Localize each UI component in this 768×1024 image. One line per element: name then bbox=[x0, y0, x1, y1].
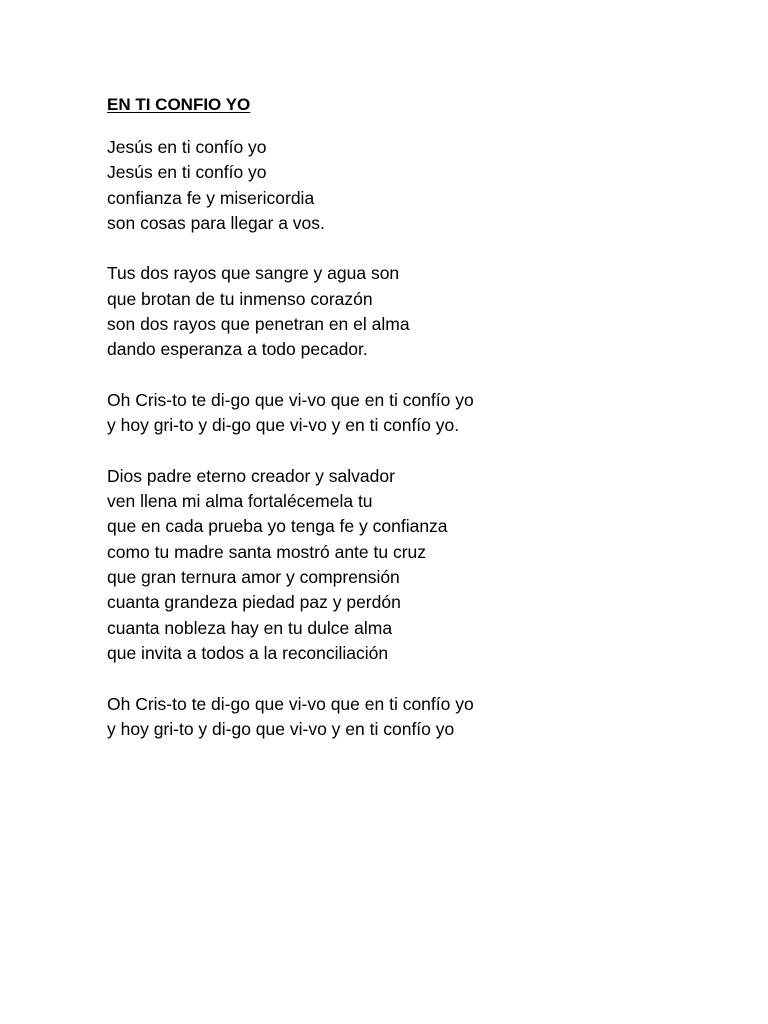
lyric-line: ven llena mi alma fortalécemela tu bbox=[107, 491, 373, 512]
lyric-line: cuanta grandeza piedad paz y perdón bbox=[107, 592, 401, 613]
lyric-line: Dios padre eterno creador y salvador bbox=[107, 465, 395, 486]
song-title: EN TI CONFIO YO bbox=[107, 95, 251, 114]
stanza-2 bbox=[107, 261, 707, 362]
document-body bbox=[107, 94, 707, 767]
lyric-line: dando esperanza a todo pecador. bbox=[107, 339, 368, 360]
lyric-line: que gran ternura amor y comprensión bbox=[107, 567, 400, 588]
lyric-line: Oh Cris-to te di-go que vi-vo que en ti confío yo bbox=[107, 389, 474, 410]
lyric-line: y hoy gri-to y di-go que vi-vo y en ti confío yo. bbox=[107, 415, 460, 436]
lyric-line: como tu madre santa mostró ante tu cruz bbox=[107, 541, 427, 562]
lyric-line: son dos rayos que penetran en el alma bbox=[107, 314, 410, 335]
lyric-line: que invita a todos a la reconciliación bbox=[107, 642, 389, 663]
stanza-3-chorus bbox=[107, 388, 707, 439]
lyric-line: Oh Cris-to te di-go que vi-vo que en ti confío yo bbox=[107, 693, 474, 714]
stanza-4 bbox=[107, 464, 707, 666]
lyric-line: cuanta nobleza hay en tu dulce alma bbox=[107, 617, 393, 638]
lyric-line: que en cada prueba yo tenga fe y confianza bbox=[107, 516, 448, 537]
lyric-line: Jesús en ti confío yo bbox=[107, 137, 267, 157]
lyric-line: son cosas para llegar a vos. bbox=[107, 212, 325, 233]
stanza-1 bbox=[107, 135, 707, 236]
lyric-line: Tus dos rayos que sangre y agua son bbox=[107, 263, 400, 284]
lyric-line: confianza fe y misericordia bbox=[107, 187, 315, 208]
lyric-line: y hoy gri-to y di-go que vi-vo y en ti confío yo bbox=[107, 718, 455, 739]
lyric-line: que brotan de tu inmenso corazón bbox=[107, 288, 373, 309]
stanza-5-chorus bbox=[107, 692, 707, 743]
lyric-line: Jesús en ti confío yo bbox=[107, 162, 267, 183]
